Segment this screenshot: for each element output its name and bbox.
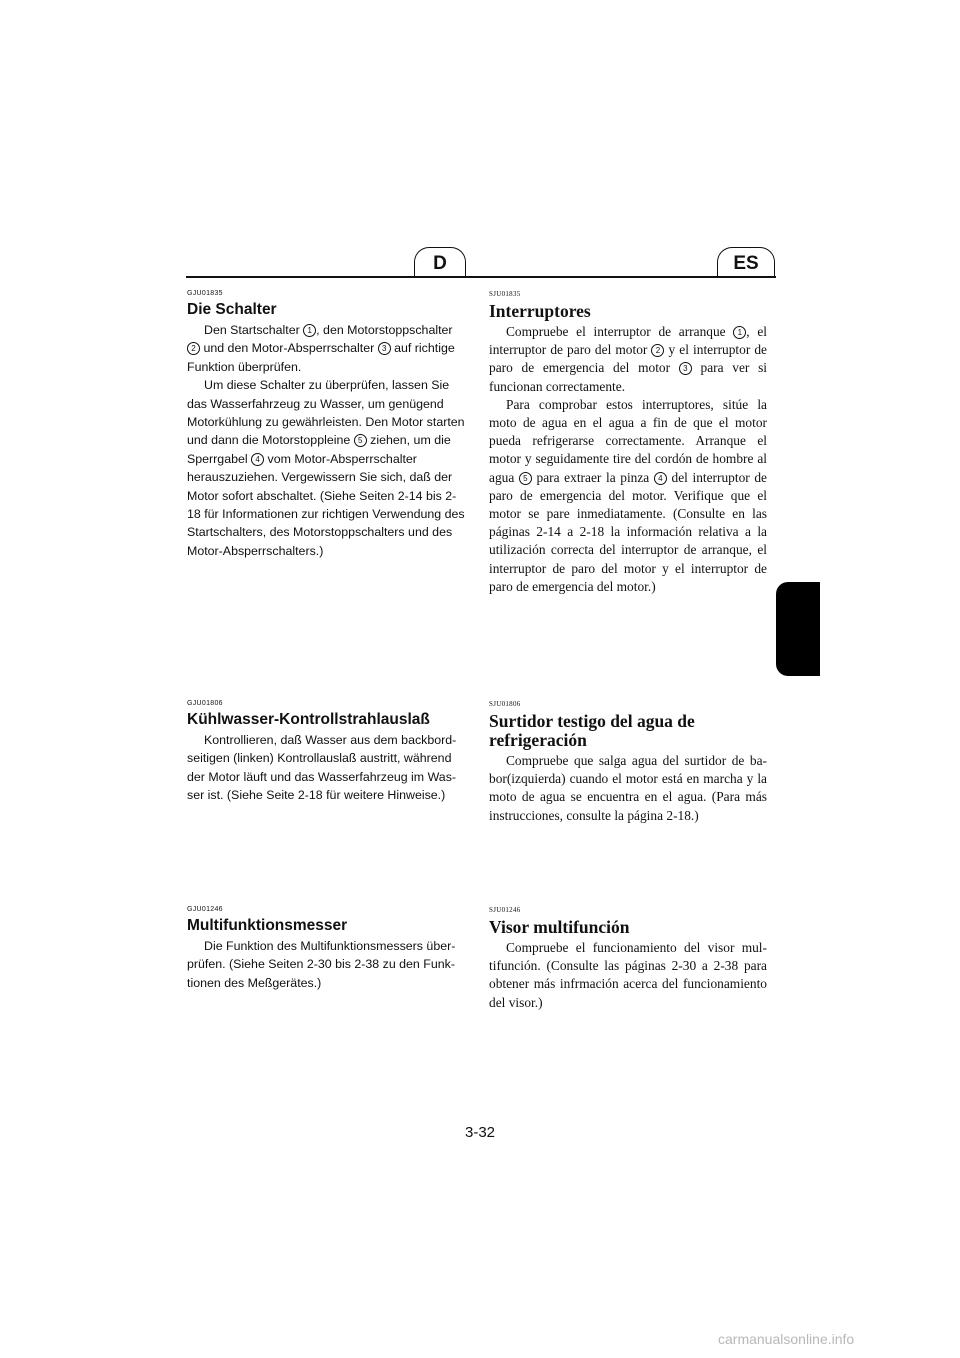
section-code: SJU01246	[489, 906, 521, 914]
paragraph: Compruebe el funcionamiento del visor multifunción. (Consulte las páginas 2-30 a 2-38 para obtener más infrmación acerca del funcionamiento del visor.)	[489, 940, 767, 1010]
section-title: Die Schalter	[187, 301, 277, 318]
de-section-switches	[187, 290, 465, 560]
page-number: 3-32	[464, 1124, 496, 1141]
callout-marker: 1	[733, 326, 746, 339]
text: Para comprobar estos interruptores, sitúe la moto de agua en el agua a fin de que el motor pueda refrigerarse correctamente. Arranque el motor y seguidamente tire del cordón de hombre al agua	[489, 396, 767, 485]
callout-marker: 1	[303, 324, 316, 337]
es-section-switches	[489, 290, 767, 596]
section-title: Interruptores	[489, 301, 591, 321]
paragraph: Compruebe que salga agua del surtidor de babor(izquierda) cuando el motor está en marcha y la moto de agua se encuentra en el agua. (Para más instrucciones, consulte la página 2-18.)	[489, 753, 767, 823]
paragraph	[489, 396, 767, 596]
es-section-cooling-pilot	[489, 700, 767, 825]
text: , den Motorstoppschalter	[316, 323, 453, 337]
text: y el interruptor de paro de emergencia del motor	[489, 342, 768, 376]
language-tab-german: D	[414, 247, 466, 278]
callout-marker: 3	[378, 342, 391, 355]
paragraph: Die Funktion des Multifunktionsmessers überprüfen. (Siehe Seiten 2-30 bis 2-38 zu den Funktionen des Meßgerätes.)	[187, 939, 456, 990]
header-rule	[186, 276, 776, 278]
text: para ver si funcionan correctamente.	[489, 360, 767, 394]
text: Um diese Schalter zu überprüfen, lassen Sie das Wasserfahrzeug zu Wasser, um genügend Motorkühlung zu gewährleisten. Den Motor starten und dann die Motorstoppleine	[187, 378, 465, 448]
paragraph	[187, 321, 465, 376]
section-title: Kühlwasser-Kontrollstrahlauslaß	[187, 711, 430, 728]
callout-marker: 2	[651, 344, 664, 357]
callout-marker: 4	[251, 453, 264, 466]
section-code: GJU01806	[187, 700, 223, 707]
section-code: GJU01835	[187, 290, 223, 297]
section-title: Multifunktionsmesser	[187, 917, 348, 934]
callout-marker: 5	[519, 472, 532, 485]
chapter-thumb-tab	[776, 582, 820, 676]
paragraph	[489, 323, 767, 396]
text: ziehen, um die Sperrgabel	[187, 433, 451, 466]
text: Compruebe el interruptor de arranque	[506, 324, 734, 339]
text: und den Motor-Absperrschalter	[200, 341, 378, 356]
callout-marker: 5	[354, 434, 367, 447]
section-title: Visor multifunción	[489, 917, 630, 937]
paragraph	[187, 376, 465, 560]
language-tab-spanish: ES	[717, 247, 775, 278]
callout-marker: 4	[654, 472, 667, 485]
section-title: Surtidor testigo del agua de refrigeración	[489, 711, 695, 750]
text: del interruptor de paro de emergencia del motor. Verifique que el motor se pare inmediatamente. (Consulte en las páginas 2-14 a 2-18 la información relativa a la utilización correcta del interruptor de arranque, el interruptor de paro del motor y el interruptor de paro de emergencia del motor.)	[489, 469, 767, 594]
watermark: carmanualsonline.info	[718, 1331, 855, 1347]
de-section-cooling-pilot	[187, 700, 465, 805]
section-code: GJU01246	[187, 906, 223, 913]
text: , el interruptor de paro del motor	[489, 324, 767, 358]
text: para extraer la pinza	[531, 469, 654, 485]
text: auf richtige Funktion überprüfen.	[187, 341, 455, 374]
section-code: SJU01835	[489, 290, 521, 298]
text: Den Startschalter	[204, 323, 304, 337]
text: vom Motor-Absperrschalter herauszuziehen. Vergewissern Sie sich, daß der Motor sofort abschaltet. (Siehe Seiten 2-14 bis 2-18 für Informationen zur richtigen Verwendung des Startschalters, des Motorstoppschalters und des Motor-Absperrschalters.)	[187, 451, 465, 558]
section-code: SJU01806	[489, 700, 521, 708]
es-section-multifunction	[489, 906, 767, 1012]
callout-marker: 2	[187, 342, 200, 355]
paragraph: Kontrollieren, daß Wasser aus dem backbordseitigen (linken) Kontrollauslaß austritt, während der Motor läuft und das Wasserfahrzeug im Wasser ist. (Siehe Seite 2-18 für weitere Hinweise.)	[187, 733, 457, 803]
callout-marker: 3	[679, 362, 692, 375]
de-section-multifunction	[187, 906, 465, 992]
